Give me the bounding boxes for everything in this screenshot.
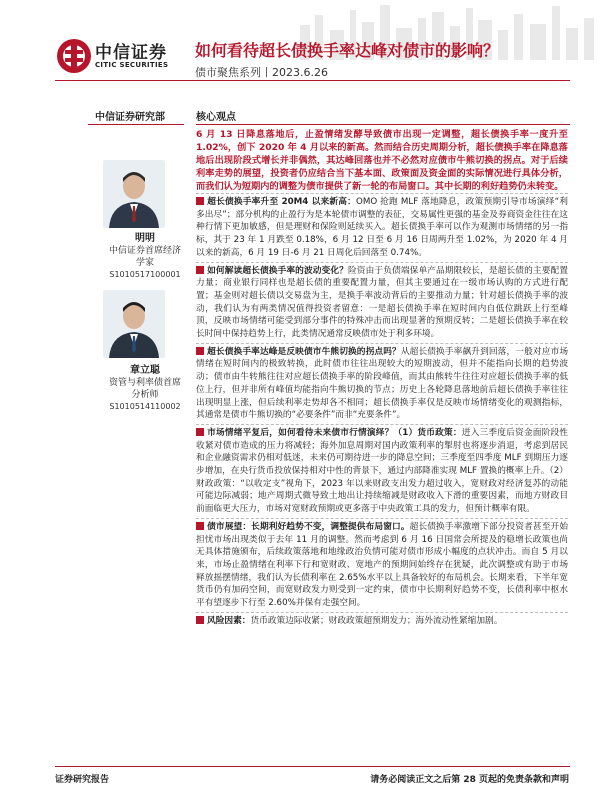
square-bullet-icon: [196, 266, 204, 274]
report-title: 如何看待超长债换手率达峰对债市的影响？: [195, 41, 500, 60]
section-paragraph: [196, 262, 568, 341]
analyst-name: 章立聪: [130, 365, 160, 376]
section-text: 超长债换手率激增下部分投资者甚至开始担忧市场出现类似于去年 11 月的调整。然而考虑到 6 月 16 日国常会所提及的稳增长政策也尚无具体措施颁布，后续政策落地和地缘政治负情可能对债市形成小幅度的点状冲击。而自 5 月以来，市场止盈情绪在利率下行和宽财政、宽地产的预期间始终存在犹疑，此次调整或有助于市场释放摇摆情绪，我们认为长债利率在 2.65%水平以上具备较好的布局机会。长期来看，下半年宽货币仍有加码空间，而宽财政发力则受到一定约束，债市中长期利好趋势不变，长债利率中枢水平有望逐步下行至 2.60%并保有走强空间。: [196, 521, 569, 609]
section-text: 从超长债换手率飙升到回落，一般对应市场情绪在短时间内的极致转换，此时债市往往出现较大的短期波动，但并不能指向长期的趋势波动；债市由牛转熊往往对应超长债换手率的阶段峰值，而其由熊转牛往往对应超长债换手率的低位上行，但并非所有峰值均能指向牛熊切换的节点；历史上各轮降息落地前后超长债换手率往往出现明显上涨，但后续利率走势却各不相同；超长债换手率仅是反映市场情绪变化的观测指标，其通常是债市牛熊切换的“必要条件”而非“充要条件”。: [196, 346, 569, 421]
core-divider: [196, 124, 570, 125]
analyst-cert-number: S1010514110002: [109, 402, 181, 411]
analyst-role: 资管与利率债首席: [108, 378, 181, 388]
square-bullet-icon: [196, 197, 204, 205]
section-text: 险资由于负债端保单产品期限较长，是超长债的主要配置力量；商业银行同样也是超长债的重要配置力量，但其主要通过在一级市场认购的方式进行配置；基金则对超长债以交易盘为主，是换手率波动背后的主要推动力量；针对超长债换手率的波动，我们认为有两类情况值得投资者留意：一是超长债换手率在短时间内自低位跳跃上行至峰顶，反映市场情绪可能受到部分事件的特殊冲击而出现显著的预期反转；二是超长债换手率在较长时间中保持趋势上行，此类情况通常反映债市处于利多环境。: [196, 265, 569, 340]
footer-divider: [55, 766, 570, 767]
section-lead: 如何解读超长债换手率的波动变化？: [207, 265, 348, 276]
analyst-photo: [103, 160, 165, 228]
analyst-role: 学家: [135, 258, 154, 268]
section-text: 进入三季度后资金面阶段性收紧对债市造成的压力将减轻；海外加息周期对国内政策利率的掣肘也将逐步消退，考虑到居民和企业融资需求仍相对低迷，未来仍可期待进一步的降息空间；三季度至四季度 MLF 到期压力逐步增加，在央行货币投放保持相对中性的背景下，通过内部降准实现 MLF 置换的概率上升。（2）财政政策：“以收定支”视角下，2023 年以来财政支出发力超过收入，宽财政对经济复苏的动能可能边际减弱；地产周期式微导致土地出让持续缩减是财政收入下滑的重要因素，而地方财政目前面临更大压力，市场对宽财政预期或更多落于中央政策工具的发力，但预计概率有限。: [196, 427, 568, 515]
analyst-role: 分析师: [131, 390, 159, 400]
sidebar-divider: [88, 124, 184, 125]
analyst-name: 明明: [135, 233, 155, 244]
analyst-cert-number: S1010517100001: [109, 270, 181, 279]
section-paragraph: [196, 612, 568, 628]
section-lead: 债市展望：长期利好趋势不变，调整提供布局窗口。: [207, 521, 410, 532]
research-dept-heading: 中信证券研究部: [95, 112, 165, 123]
report-header: [0, 0, 600, 84]
brand-name: 中信证券: [95, 43, 167, 63]
core-view-content: [196, 128, 568, 630]
analyst-role: 中信证券首席经济: [108, 246, 181, 256]
section-paragraph: [196, 518, 568, 610]
section-lead: 超长债换手率达峰是反映债市牛熊切换的拐点吗？: [207, 346, 401, 357]
square-bullet-icon: [196, 616, 204, 624]
analyst-card: [90, 233, 200, 281]
section-lead: 市场情绪平复后，如何看待未来债市行情演绎？（1）货币政策：: [207, 427, 462, 438]
core-view-heading: 核心观点: [196, 112, 236, 123]
analyst-card: [90, 365, 200, 413]
section-lead: 风险因素：: [207, 615, 251, 626]
section-text: 货币政策边际收紧；财政政策超预期发力；海外流动性紧缩加剧。: [250, 615, 503, 626]
section-paragraph: [196, 424, 568, 516]
footer-disclaimer: 请务必阅读正文之后第 28 页起的免责条款和声明: [370, 775, 569, 785]
section-text: OMO 抢跑 MLF 落地降息，政策预期引导市场演绎“利多出尽”；部分机构的止盈行为是本轮债市调整的表征，交易属性更强的基金及券商资金往往在这种行情下更加敏感，但是理财和保险则延续买入。超长债换手率可以作为观测市场情绪的另一指标，其于 23 年 1 月跌至 0.18%，6 月 12 日至 6 月 16 日周两升至 1.02%，为 2020 年 4 月以来的新高，6 月 19 日-6 月 21 日周化后回落至 0.74%。: [196, 197, 568, 258]
square-bullet-icon: [196, 347, 204, 355]
section-lead: 超长债换手率升至 20M4 以来新高：: [207, 197, 357, 207]
square-bullet-icon: [196, 522, 204, 530]
brand-name-en: CITIC SECURITIES: [95, 61, 169, 69]
citic-logo-icon: [56, 38, 92, 74]
footer-report-type: 证券研究报告: [55, 775, 110, 785]
intro-summary: 6 月 13 日降息落地后，止盈情绪发酵导致债市出现一定调整，超长债换手率一度升至 1.02%，创下 2020 年 4 月以来的新高。然而结合历史周期分析，超长债换手率在降息落地后出现阶段式增长并非偶然，其达峰回落也并不必然对应债市牛熊切换的拐点。对于后续利率走势的展望，投资者仍应结合当下基本面、政策面及资金面的实际情况进行具体分析，而我们认为短期内的调整为债市提供了新一轮的布局窗口。其中长期的利好趋势仍未转变。: [196, 129, 568, 192]
square-bullet-icon: [196, 428, 204, 436]
header-divider: [55, 80, 570, 81]
report-subtitle: 债市聚焦系列丨2023.6.26: [195, 66, 328, 79]
section-paragraph: [196, 343, 568, 422]
section-paragraph: [196, 193, 568, 260]
analyst-photo: [103, 290, 165, 358]
